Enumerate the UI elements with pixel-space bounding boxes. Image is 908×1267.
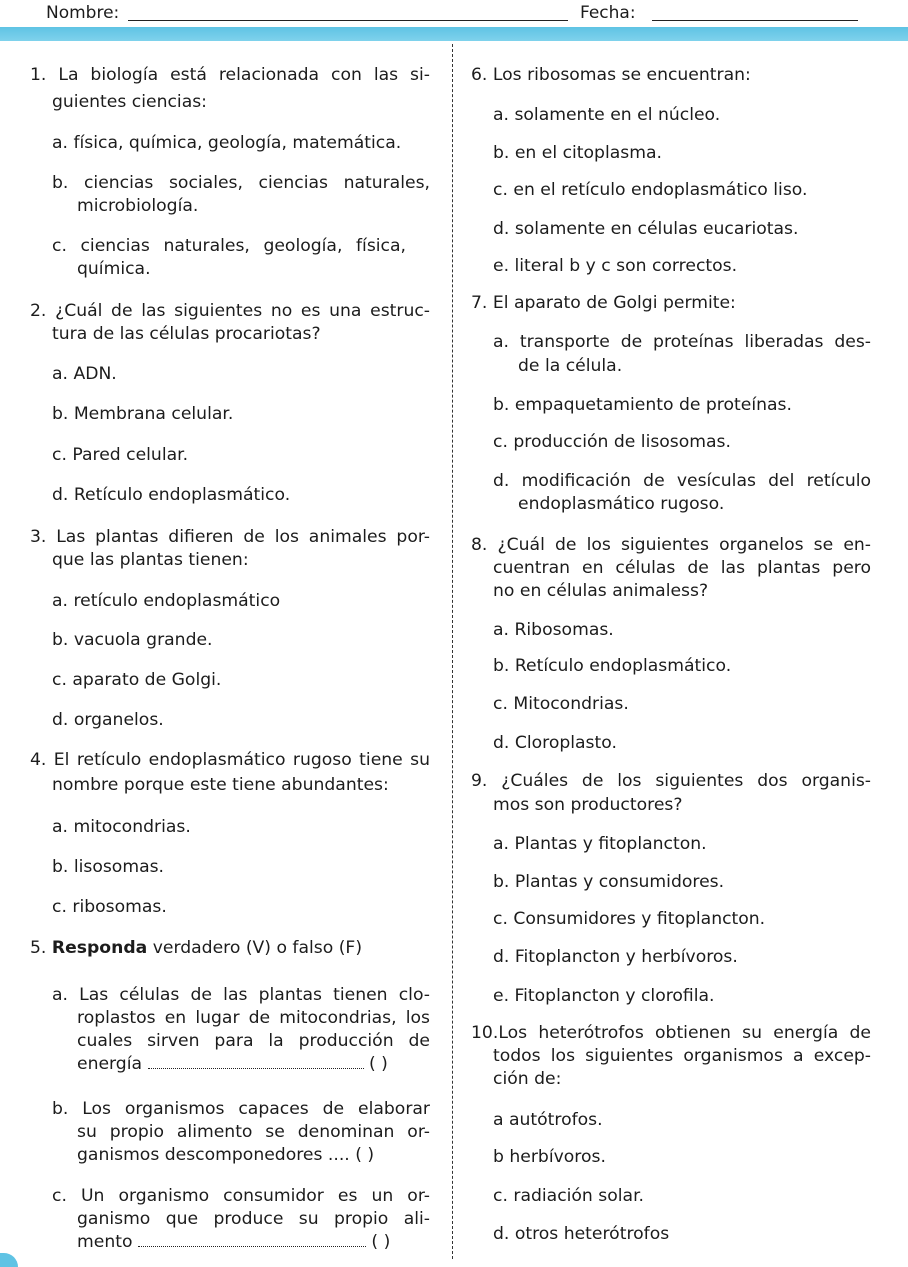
q9-stem-line2: mos son productores? [493, 795, 683, 815]
q5-c-line2: ganismo que produce su propio ali- [77, 1209, 430, 1229]
q10-option-a: a autótrofos. [493, 1110, 603, 1130]
q10-stem-line1: 10.Los heterótrofos obtienen su energía de [471, 1023, 871, 1043]
q7-option-d-line2: endoplasmático rugoso. [518, 494, 725, 514]
q5-c-line1: c. Un organismo consumidor es un or- [52, 1186, 430, 1206]
q2-stem-line1: 2. ¿Cuál de las siguientes no es una estruc- [30, 301, 430, 321]
q5-a-line4-text: energía [77, 1054, 143, 1074]
q9-option-b: b. Plantas y consumidores. [493, 872, 725, 892]
q7-option-c: c. producción de lisosomas. [493, 432, 731, 452]
q3-option-c: c. aparato de Golgi. [52, 670, 222, 690]
q5-c-dotted-leader [138, 1232, 366, 1247]
q1-stem-line1: 1. La biología está relacionada con las si- [30, 65, 430, 85]
q2-stem-line2: tura de las células procariotas? [52, 324, 321, 344]
q3-option-b: b. vacuola grande. [52, 630, 213, 650]
name-label: Nombre: [46, 3, 120, 23]
q2-option-b: b. Membrana celular. [52, 404, 234, 424]
q5-b-line2: su propio alimento se denominan or- [77, 1122, 430, 1142]
q8-stem-line3: no en células animaless? [493, 581, 709, 601]
q4-stem-line2: nombre porque este tiene abundantes: [52, 775, 389, 795]
q8-stem-line1: 8. ¿Cuál de los siguientes organelos se en- [471, 535, 871, 555]
q5-a-dotted-leader [148, 1054, 364, 1069]
q8-option-b: b. Retículo endoplasmático. [493, 656, 732, 676]
q5-c-line3 [77, 1232, 390, 1252]
q4-option-b: b. lisosomas. [52, 857, 165, 877]
q7-stem: 7. El aparato de Golgi permite: [471, 293, 736, 313]
q1-option-a: a. física, química, geología, matemática. [52, 133, 402, 153]
header-bar [0, 0, 908, 28]
q5-b-answer-blank[interactable]: ( ) [355, 1145, 375, 1165]
q5-b-line3-text: ganismos descomponedores .... [77, 1145, 350, 1165]
date-field[interactable] [652, 20, 858, 21]
q3-option-d: d. organelos. [52, 710, 164, 730]
q1-stem-line2: guientes ciencias: [52, 92, 207, 112]
q7-option-a-line2: de la célula. [518, 356, 623, 376]
column-divider [452, 44, 453, 1259]
q5-a-line1: a. Las células de las plantas tienen clo- [52, 985, 430, 1005]
q5-instruction: verdadero (V) o falso (F) [152, 938, 363, 958]
q6-option-b: b. en el citoplasma. [493, 143, 662, 163]
q5-number: 5. [30, 938, 47, 958]
q5-c-line3-text: mento [77, 1232, 133, 1252]
q9-option-d: d. Fitoplancton y herbívoros. [493, 947, 738, 967]
q6-option-e: e. literal b y c son correctos. [493, 256, 738, 276]
q4-stem-line1: 4. El retículo endoplasmático rugoso tiene su [30, 750, 430, 770]
q8-option-d: d. Cloroplasto. [493, 733, 617, 753]
corner-decoration [0, 1253, 18, 1267]
q9-option-a: a. Plantas y fitoplancton. [493, 834, 707, 854]
q5-instruction-bold: Responda [51, 938, 148, 958]
q8-option-c: c. Mitocondrias. [493, 694, 629, 714]
q2-option-a: a. ADN. [52, 364, 117, 384]
q3-stem-line1: 3. Las plantas difieren de los animales por- [30, 527, 430, 547]
q10-option-b: b herbívoros. [493, 1147, 606, 1167]
q1-option-c-line2: química. [77, 259, 151, 279]
q1-option-b-line2: microbiología. [77, 196, 199, 216]
q9-option-c: c. Consumidores y fitoplancton. [493, 909, 766, 929]
q5-a-answer-blank[interactable]: ( ) [368, 1054, 388, 1074]
q5-a-line2: roplastos en lugar de mitocondrias, los [77, 1008, 430, 1028]
q1-option-c-line1: c. ciencias naturales, geología, física, [52, 236, 406, 256]
q7-option-d-line1: d. modificación de vesículas del retículo [493, 471, 871, 491]
q10-stem-line2: todos los siguientes organismos a excep- [493, 1046, 871, 1066]
q4-option-a: a. mitocondrias. [52, 817, 191, 837]
q5-a-line4 [77, 1054, 388, 1074]
q5-b-line3 [77, 1145, 374, 1165]
q6-option-a: a. solamente en el núcleo. [493, 105, 721, 125]
q5-a-line3: cuales sirven para la producción de [77, 1031, 430, 1051]
q9-stem-line1: 9. ¿Cuáles de los siguientes dos organis- [471, 771, 871, 791]
q7-option-b: b. empaquetamiento de proteínas. [493, 395, 792, 415]
q6-stem: 6. Los ribosomas se encuentran: [471, 65, 751, 85]
q3-stem-line2: que las plantas tienen: [52, 550, 249, 570]
q8-stem-line2: cuentran en células de las plantas pero [493, 558, 871, 578]
q10-option-d: d. otros heterótrofos [493, 1224, 670, 1244]
q6-option-d: d. solamente en células eucariotas. [493, 219, 799, 239]
q2-option-d: d. Retículo endoplasmático. [52, 485, 291, 505]
q7-option-a-line1: a. transporte de proteínas liberadas des- [493, 332, 871, 352]
name-field[interactable] [128, 20, 568, 21]
q4-option-c: c. ribosomas. [52, 897, 167, 917]
q8-option-a: a. Ribosomas. [493, 620, 614, 640]
q3-option-a: a. retículo endoplasmático [52, 591, 281, 611]
header-accent-band [0, 27, 908, 41]
q2-option-c: c. Pared celular. [52, 445, 189, 465]
q6-option-c: c. en el retículo endoplasmático liso. [493, 180, 808, 200]
q5-c-answer-blank[interactable]: ( ) [371, 1232, 391, 1252]
date-label: Fecha: [580, 3, 636, 23]
q10-option-c: c. radiación solar. [493, 1186, 645, 1206]
q1-option-b-line1: b. ciencias sociales, ciencias naturales, [52, 173, 430, 193]
q5-b-line1: b. Los organismos capaces de elaborar [52, 1099, 430, 1119]
q5-stem [30, 938, 362, 958]
q10-stem-line3: ción de: [493, 1069, 562, 1089]
q9-option-e: e. Fitoplancton y clorofila. [493, 986, 715, 1006]
